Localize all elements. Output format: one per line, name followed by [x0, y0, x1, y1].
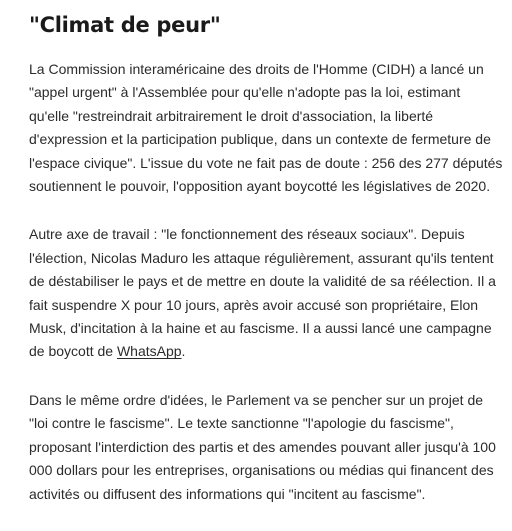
article-body [29, 10, 504, 531]
paragraph-text: Autre axe de travail : "le fonctionnement des réseaux sociaux". Depuis l'élection, Nicolas Maduro les attaque régulièrement, assurant qu'ils tentent de déstabiliser le pays et de mettre en doute la validité de sa réélection. Il a fait suspendre X pour 10 jours, après avoir accusé son propriétaire, Elon Musk, d'incitation à la haine et au fascisme. Il a aussi lancé une campagne de boycott de [29, 226, 496, 360]
paragraph-text-end: . [181, 343, 186, 360]
section-heading: "Climat de peur" [29, 13, 221, 37]
whatsapp-link[interactable]: WhatsApp [116, 343, 182, 360]
paragraph-cidh-appeal: La Commission interaméricaine des droits de l'Homme (CIDH) a lancé un "appel urgent" à l'Assemblée pour qu'elle n'adopte pas la loi, estimant qu'elle "restreindrait arbitrairement le droit d'association, la liberté d'expression et la participation publique, dans un contexte de fermeture de l'espace civique". L'issue du vote ne fait pas de doute : 256 des 277 députés soutiennent le pouvoir, l'opposition ayant boycotté les législatives de 2020. [29, 61, 503, 195]
paragraph-social-networks [29, 223, 504, 363]
paragraph-anti-fascism-law: Dans le même ordre d'idées, le Parlement va se pencher sur un projet de "loi contre le fascisme". Le texte sanctionne "l'apologie du fascisme", proposant l'interdiction des partis et des amendes pouvant aller jusqu'à 100 000 dollars pour les entreprises, organisations ou médias qui financent des activités ou diffusent des informations qui "incitent au fascisme". [29, 391, 496, 502]
